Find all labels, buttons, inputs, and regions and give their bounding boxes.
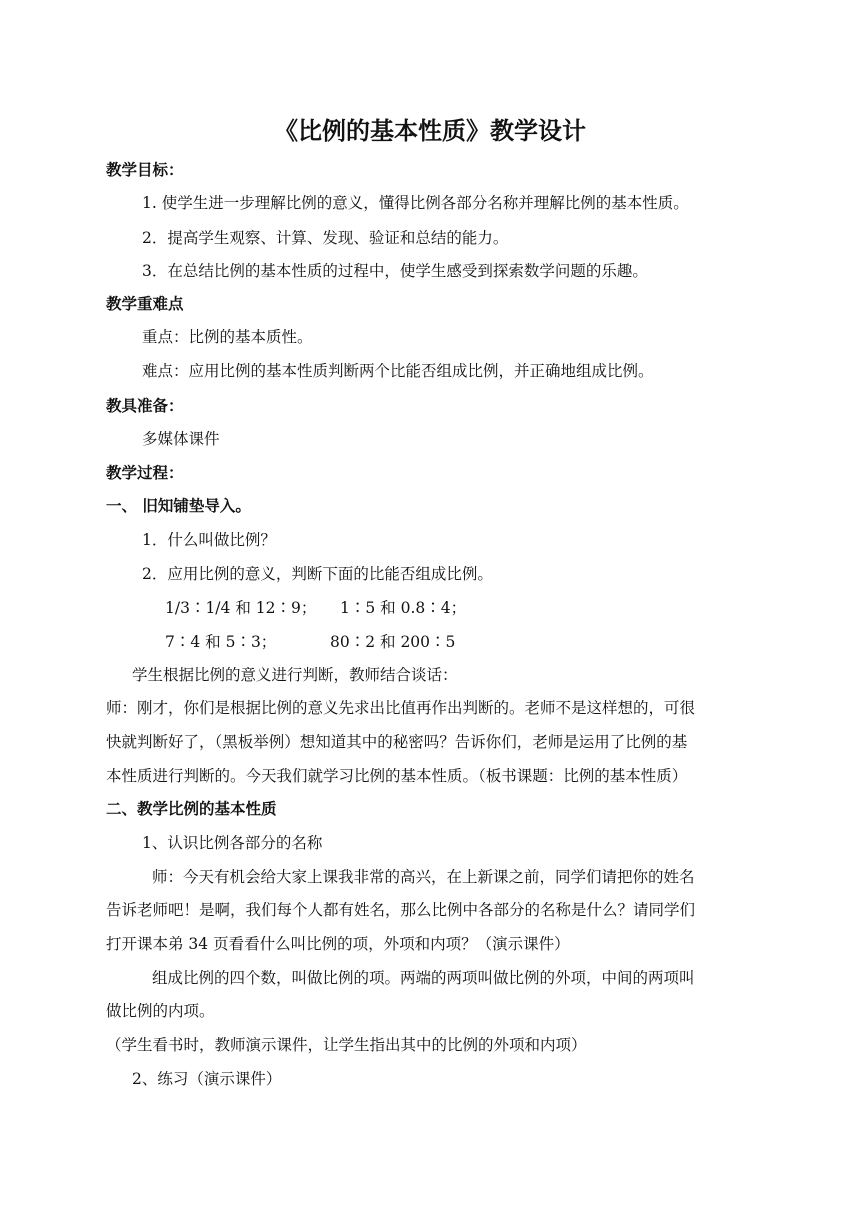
exercise-1: 1/3∶1/4 和 12∶9； [165, 599, 317, 617]
materials-item: 多媒体课件 [142, 430, 220, 448]
definition-line-2: 做比例的内项。 [106, 1002, 215, 1020]
definition-line-1: 组成比例的四个数，叫做比例的项。两端的两项叫做比例的外项，中间的两项叫 [152, 969, 695, 987]
part1-heading: 一、 旧知铺垫导入。 [106, 496, 251, 515]
teacher-line-2: 快就判断好了，（黑板举例）想知道其中的秘密吗？告诉你们，老师是运用了比例的基 [106, 733, 688, 751]
teacher2-line-1: 师：今天有机会给大家上课我非常的高兴，在上新课之前，同学们请把你的姓名 [152, 868, 695, 886]
student-note: 学生根据比例的意义进行判断，教师结合谈话： [132, 666, 458, 684]
difficult-point: 难点：应用比例的基本性质判断两个比能否组成比例，并正确地组成比例。 [142, 362, 654, 380]
keypoints-heading: 教学重难点 [106, 294, 184, 313]
part2-heading: 二、教学比例的基本性质 [106, 799, 277, 818]
exercise-2: 1∶5 和 0.8∶4； [340, 599, 467, 617]
teacher2-line-2: 告诉老师吧！是啊，我们每个人都有姓名，那么比例中各部分的名称是什么？请同学们 [106, 901, 696, 919]
objective-1: 1. 使学生进一步理解比例的意义，懂得比例各部分名称并理解比例的基本性质。 [142, 194, 689, 212]
subsection-1: 1、认识比例各部分的名称 [142, 834, 323, 852]
objective-3: 3．在总结比例的基本性质的过程中，使学生感受到探索数学问题的乐趣。 [142, 262, 648, 280]
teacher2-line-3: 打开课本弟 34 页看看什么叫比例的项，外项和内项？（演示课件） [106, 935, 570, 953]
objectives-heading: 教学目标： [106, 160, 184, 179]
student-reading-note: （学生看书时，教师演示课件，让学生指出其中的比例的外项和内项） [106, 1036, 587, 1054]
question-1: 1．什么叫做比例？ [142, 531, 276, 549]
question-2: 2．应用比例的意义，判断下面的比能否组成比例。 [142, 565, 493, 583]
materials-heading: 教具准备： [106, 396, 184, 415]
teacher-line-3: 本性质进行判断的。今天我们就学习比例的基本性质。（板书课题：比例的基本性质） [106, 767, 688, 785]
exercise-4: 80∶2 和 200∶5 [330, 633, 456, 651]
exercise-3: 7∶4 和 5∶3； [165, 633, 277, 651]
teacher-line-1: 师：刚才，你们是根据比例的意义先求出比值再作出判断的。老师不是这样想的，可很 [106, 699, 696, 717]
objective-2: 2．提高学生观察、计算、发现、验证和总结的能力。 [142, 229, 509, 247]
process-heading: 教学过程： [106, 463, 184, 482]
key-point: 重点：比例的基本质性。 [142, 328, 313, 346]
subsection-2: 2、练习（演示课件） [132, 1070, 282, 1088]
document-title: 《比例的基本性质》教学设计 [274, 116, 586, 145]
